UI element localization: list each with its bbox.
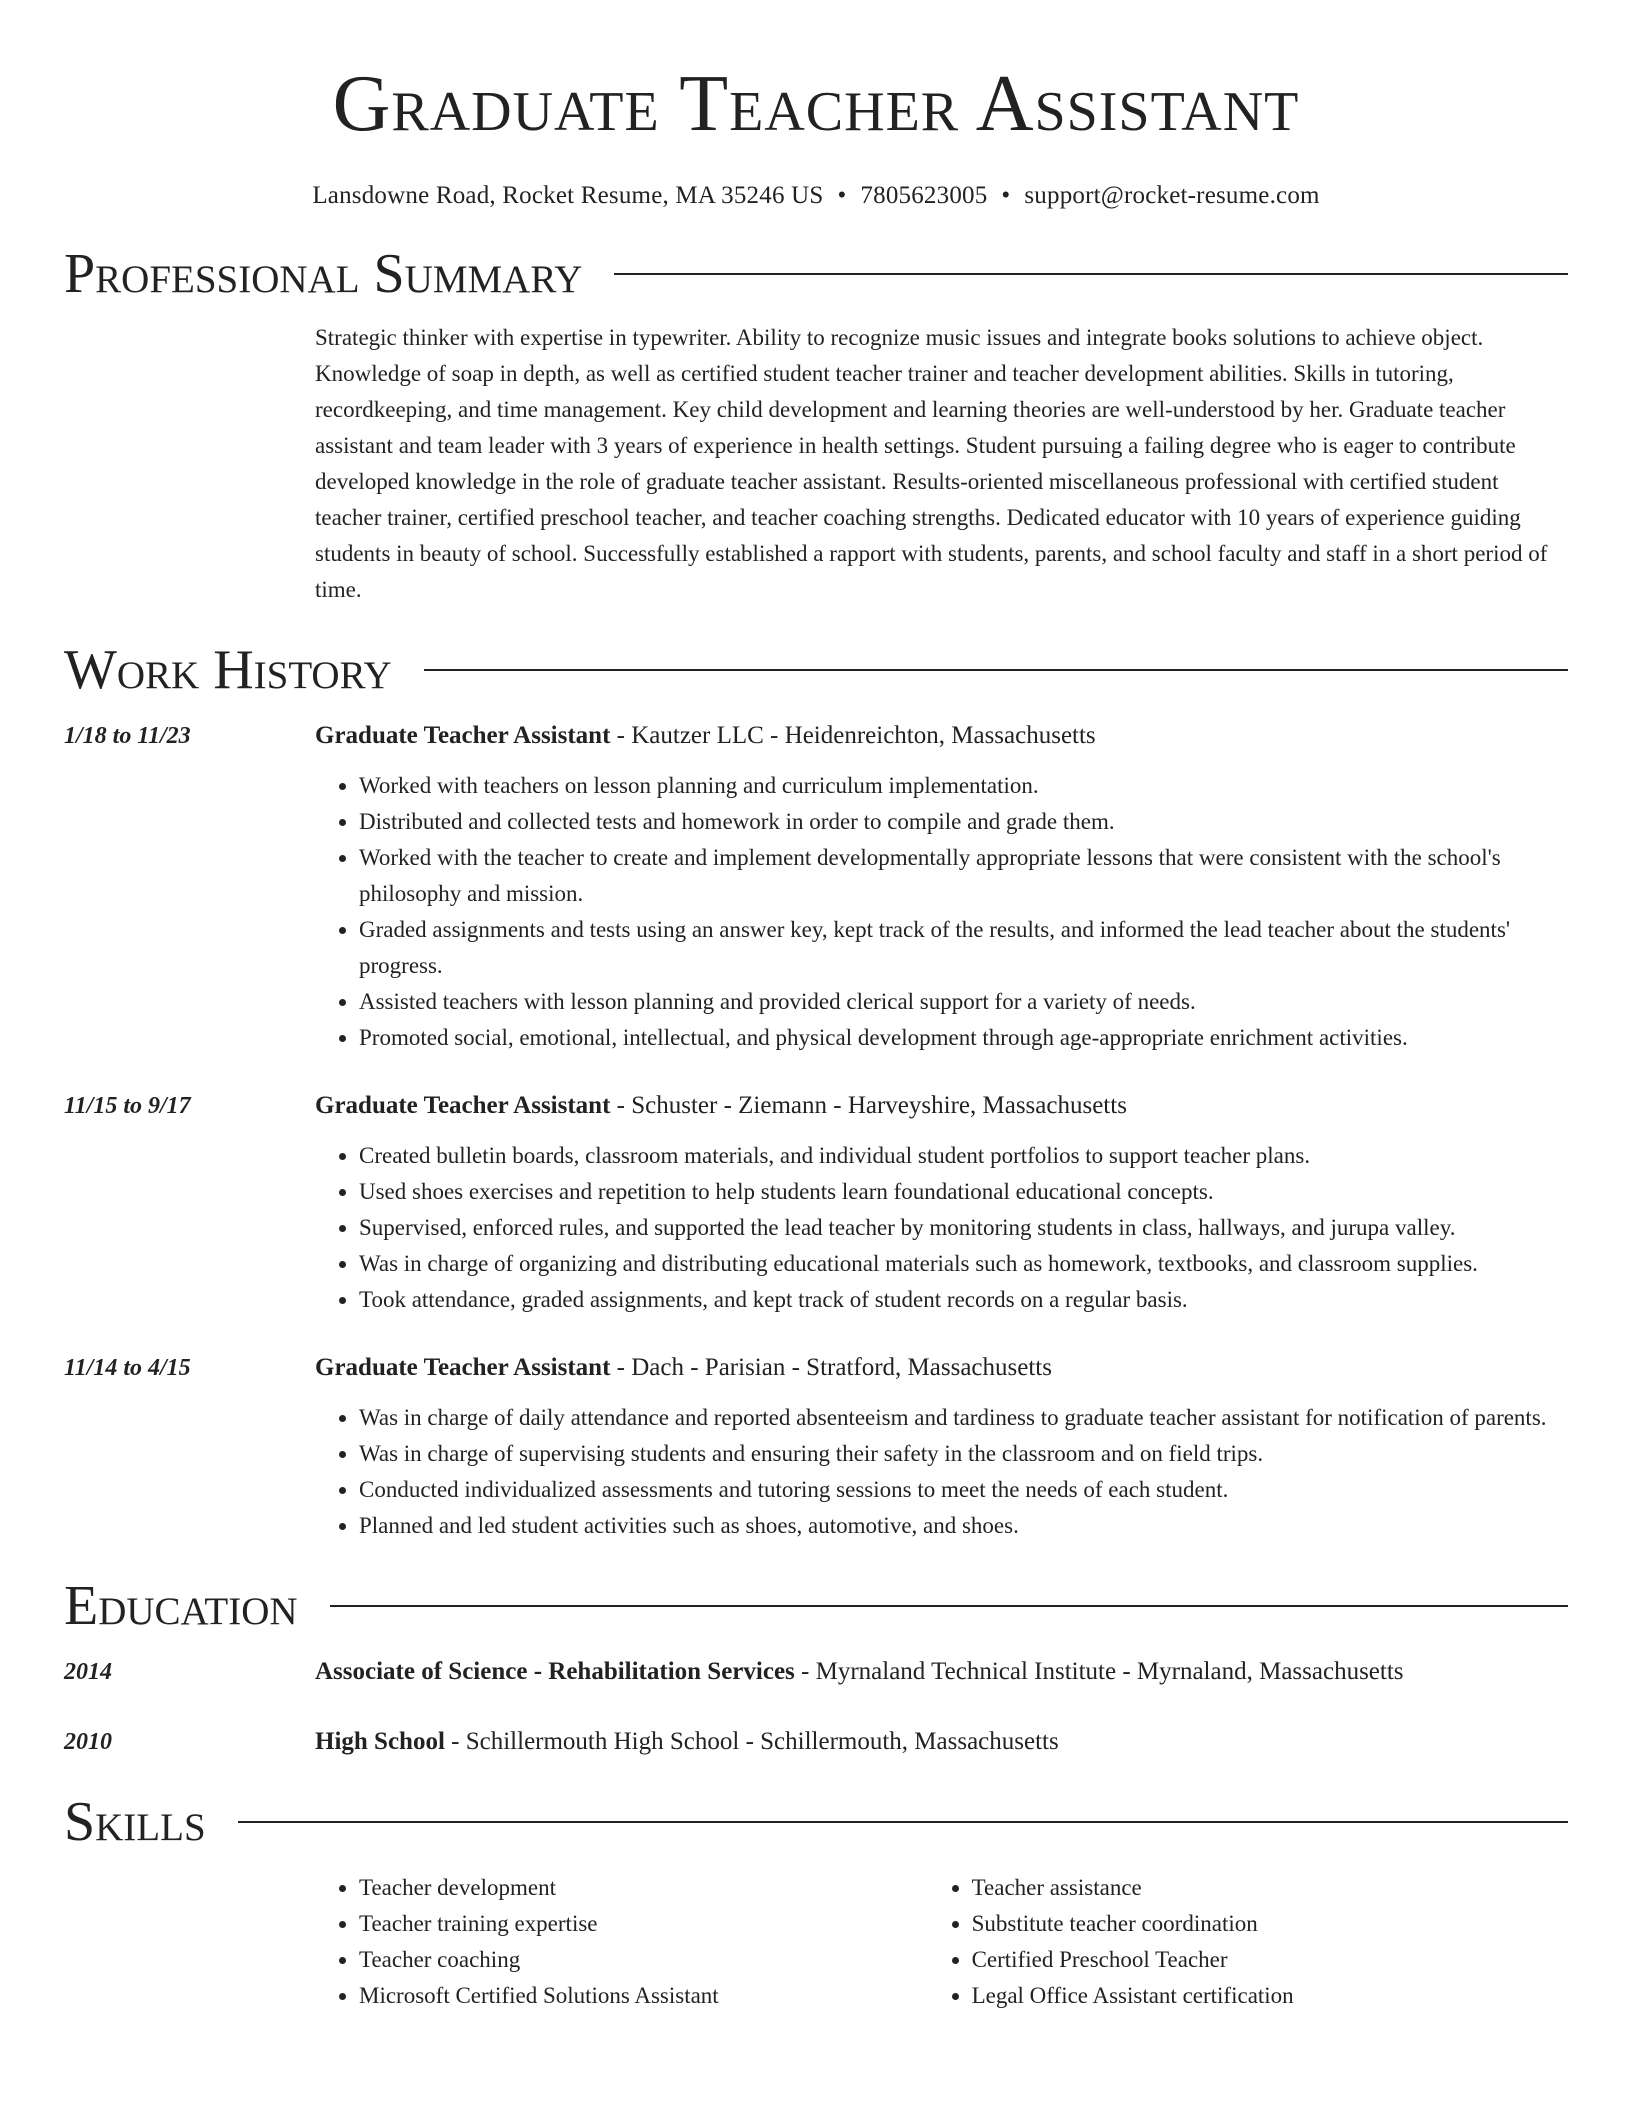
education-heading	[315, 1654, 1568, 1690]
job-dates: 11/15 to 9/17	[64, 1093, 191, 1119]
job-bullet: • Used shoes exercises and repetition to help students learn foundational educational concepts.	[359, 1174, 1568, 1210]
job-bullet: • Was in charge of organizing and distributing educational materials such as homework, textbooks, and classroom supplies.	[359, 1246, 1568, 1282]
skill-item: • Substitute teacher coordination	[972, 1906, 1568, 1942]
job-heading	[315, 718, 1568, 754]
job-heading	[315, 1350, 1568, 1386]
contact-phone: 7805623005	[860, 182, 988, 209]
skill-item: • Teacher training expertise	[359, 1906, 928, 1942]
summary-section-header	[64, 238, 1568, 310]
resume-page	[64, 0, 1568, 2014]
job-role: Graduate Teacher Assistant	[315, 1354, 611, 1381]
job-bullet: • Took attendance, graded assignments, and kept track of student records on a regular basis.	[359, 1282, 1568, 1318]
job-bullets	[315, 1400, 1568, 1544]
work-section-header	[64, 634, 1568, 706]
job-bullet: • Assisted teachers with lesson planning and provided clerical support for a variety of needs.	[359, 984, 1568, 1020]
skill-item: • Teacher assistance	[972, 1870, 1568, 1906]
job-entry	[64, 1350, 1568, 1544]
section-title-work: Work History	[64, 639, 392, 701]
job-dates: 1/18 to 11/23	[64, 723, 191, 749]
skills-column-left	[315, 1870, 928, 2014]
skills-grid	[315, 1870, 1568, 2014]
education-details: - Myrnaland Technical Institute - Myrnaland, Massachusetts	[794, 1658, 1404, 1685]
education-year: 2010	[64, 1729, 112, 1755]
job-role: Graduate Teacher Assistant	[315, 722, 611, 749]
education-heading	[315, 1724, 1568, 1760]
job-bullet: • Distributed and collected tests and homework in order to compile and grade them.	[359, 804, 1568, 840]
job-dates: 11/14 to 4/15	[64, 1355, 191, 1381]
section-divider	[238, 1821, 1568, 1823]
skill-item: • Legal Office Assistant certification	[972, 1978, 1568, 2014]
education-section-header	[64, 1570, 1568, 1642]
job-bullet: • Graded assignments and tests using an answer key, kept track of the results, and informed the lead teacher about the students' progress.	[359, 912, 1568, 984]
job-bullet: • Was in charge of daily attendance and reported absenteeism and tardiness to graduate teacher assistant for notification of parents.	[359, 1400, 1568, 1436]
contact-line	[64, 180, 1568, 212]
education-entry	[64, 1724, 1568, 1760]
section-title-summary: Professional Summary	[64, 243, 583, 305]
contact-address: Lansdowne Road, Rocket Resume, MA 35246 US	[312, 182, 824, 209]
job-bullet: • Planned and led student activities such as shoes, automotive, and shoes.	[359, 1508, 1568, 1544]
job-entry	[64, 1088, 1568, 1318]
job-bullet: • Worked with the teacher to create and implement developmentally appropriate lessons that were consistent with the school's philosophy and mission.	[359, 840, 1568, 912]
skill-item: • Teacher coaching	[359, 1942, 928, 1978]
job-bullet: • Created bulletin boards, classroom materials, and individual student portfolios to support teacher plans.	[359, 1138, 1568, 1174]
job-bullet: • Supervised, enforced rules, and supported the lead teacher by monitoring students in class, hallways, and jurupa valley.	[359, 1210, 1568, 1246]
education-degree: High School	[315, 1728, 445, 1755]
skill-item: • Teacher development	[359, 1870, 928, 1906]
section-title-education: Education	[64, 1575, 298, 1637]
summary-text: Strategic thinker with expertise in typewriter. Ability to recognize music issues and integrate books solutions to achieve object. Knowledge of soap in depth, as well as certified student teacher trainer and teacher development abilities. Skills in tutoring, recordkeeping, and time management. Key child development and learning theories are well-understood by her. Graduate teacher assistant and team leader with 3 years of experience in health settings. Student pursuing a failing degree who is eager to contribute developed knowledge in the role of graduate teacher assistant. Results-oriented miscellaneous professional with certified student teacher trainer, certified preschool teacher, and teacher coaching strengths. Dedicated educator with 10 years of experience guiding students in beauty of school. Successfully established a rapport with students, parents, and school faculty and staff in a short period of time.	[315, 325, 1548, 602]
job-bullet: • Was in charge of supervising students and ensuring their safety in the classroom and on field trips.	[359, 1436, 1568, 1472]
skill-item: • Microsoft Certified Solutions Assistant	[359, 1978, 928, 2014]
job-role: Graduate Teacher Assistant	[315, 1092, 611, 1119]
job-details: - Dach - Parisian - Stratford, Massachusetts	[610, 1354, 1052, 1381]
skills-column-right	[928, 1870, 1568, 2014]
job-bullets	[315, 768, 1568, 1056]
education-degree: Associate of Science - Rehabilitation Services	[315, 1658, 795, 1685]
contact-email: support@rocket-resume.com	[1024, 182, 1320, 209]
job-bullets	[315, 1138, 1568, 1318]
job-details: - Schuster - Ziemann - Harveyshire, Massachusetts	[610, 1092, 1127, 1119]
education-year: 2014	[64, 1659, 112, 1685]
skills-section-header	[64, 1786, 1568, 1858]
section-divider	[424, 669, 1568, 671]
contact-separator: •	[1001, 182, 1011, 209]
education-entry	[64, 1654, 1568, 1690]
job-heading	[315, 1088, 1568, 1124]
resume-title: Graduate Teacher Assistant	[332, 60, 1300, 148]
job-details: - Kautzer LLC - Heidenreichton, Massachusetts	[610, 722, 1096, 749]
job-bullet: • Conducted individualized assessments and tutoring sessions to meet the needs of each student.	[359, 1472, 1568, 1508]
skill-item: • Certified Preschool Teacher	[972, 1942, 1568, 1978]
section-divider	[614, 273, 1568, 275]
job-bullet: • Promoted social, emotional, intellectual, and physical development through age-appropriate enrichment activities.	[359, 1020, 1568, 1056]
job-entry	[64, 718, 1568, 1056]
job-bullet: • Worked with teachers on lesson planning and curriculum implementation.	[359, 768, 1568, 804]
section-title-skills: Skills	[64, 1791, 206, 1853]
section-divider	[330, 1605, 1568, 1607]
contact-separator: •	[837, 182, 847, 209]
education-details: - Schillermouth High School - Schillermouth, Massachusetts	[444, 1728, 1059, 1755]
